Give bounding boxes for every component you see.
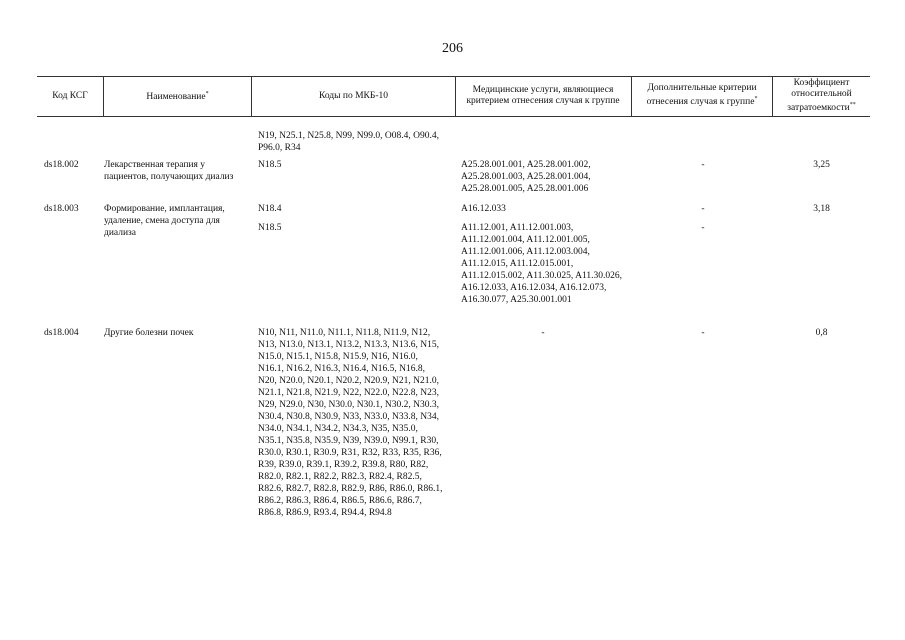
header-mkb <box>252 76 455 116</box>
header-criteria <box>634 76 770 116</box>
header-coef-label: Коэффициент относительной затратоемкости <box>787 77 852 114</box>
row-mkb: N18.5 <box>258 223 282 233</box>
row-services: A11.12.001, A11.12.001.003, A11.12.001.004, A11.12.001.005, A11.12.001.006, A11.12.003.004, A11.12.015, A11.12.015.001, A11.12.015.002, A11.30.025, A11.30.026, A16.12.033, A16.12.034, A16.12.073, A16.30.077, A25.30.001.001 <box>461 223 622 305</box>
row-coef: 3,18 <box>813 204 830 214</box>
continuation-codes: N19, N25.1, N25.8, N99, N99.0, O08.4, O90.4, P96.0, R34 <box>258 131 440 153</box>
row-code: ds18.003 <box>44 204 79 214</box>
header-mkb-label: Коды по МКБ-10 <box>318 90 389 101</box>
header-services-label: Медицинские услуги, являющиеся критерием отнесения случая к группе <box>466 85 620 106</box>
header-bottom-rule <box>37 116 870 117</box>
page-number: 206 <box>442 41 463 56</box>
row-coef: 0,8 <box>815 328 828 338</box>
row-criteria: - <box>701 204 705 214</box>
header-services <box>458 76 628 116</box>
row-name: Лекарственная терапия у пациентов, получающих диализ <box>104 160 234 182</box>
header-code-label: Код КСГ <box>52 90 88 101</box>
row-mkb: N18.4 <box>258 204 282 214</box>
column-divider <box>455 76 456 116</box>
header-code <box>37 76 103 116</box>
row-name: Другие болезни почек <box>104 328 194 338</box>
row-mkb: N18.5 <box>258 160 282 170</box>
footnote-mark: ** <box>849 101 856 108</box>
header-coef <box>775 76 868 116</box>
row-criteria: - <box>701 160 705 170</box>
row-coef: 3,25 <box>813 160 830 170</box>
header-name <box>104 76 251 116</box>
footnote-mark: * <box>754 96 758 103</box>
row-services: - <box>541 328 545 338</box>
row-code: ds18.004 <box>44 328 79 338</box>
column-divider <box>631 76 632 116</box>
row-services: A16.12.033 <box>461 204 506 214</box>
row-code: ds18.002 <box>44 160 79 170</box>
column-divider <box>772 76 773 116</box>
row-mkb: N10, N11, N11.0, N11.1, N11.8, N11.9, N12, N13, N13.0, N13.1, N13.2, N13.3, N13.6, N15, N15.0, N15.1, N15.8, N15.9, N16, N16.0, N16.1, N16.2, N16.3, N16.4, N16.5, N16.8, N20, N20.0, N20.1, N20.2, N20.9, N21, N21.0, N21.1, N21.8, N21.9, N22, N22.0, N22.8, N23, N29, N29.0, N30, N30.0, N30.1, N30.2, N30.3, N30.4, N30.8, N30.9, N33, N33.0, N33.8, N34, N34.0, N34.1, N34.2, N34.3, N35, N35.0, N35.1, N35.8, N35.9, N39, N39.0, N99.1, R30, R30.0, R30.1, R30.9, R31, R32, R33, R35, R36, R39, R39.0, R39.1, R39.2, R39.8, R80, R82, R82.0, R82.1, R82.2, R82.3, R82.4, R82.5, R82.6, R82.7, R82.8, R82.9, R86, R86.0, R86.1, R86.2, R86.3, R86.4, R86.5, R86.6, R86.7, R86.8, R86.9, R93.4, R94.4, R94.8 <box>258 328 443 518</box>
row-services: A25.28.001.001, A25.28.001.002, A25.28.001.003, A25.28.001.004, A25.28.001.005, A25.28.001.006 <box>461 160 591 194</box>
header-criteria-label: Дополнительные критерии отнесения случая к группе <box>646 83 757 108</box>
row-criteria: - <box>701 328 705 338</box>
header-name-label: Наименование <box>146 92 206 103</box>
row-name: Формирование, имплантация, удаление, смена доступа для диализа <box>104 204 225 238</box>
footnote-mark: * <box>205 90 209 97</box>
row-criteria: - <box>701 223 705 233</box>
